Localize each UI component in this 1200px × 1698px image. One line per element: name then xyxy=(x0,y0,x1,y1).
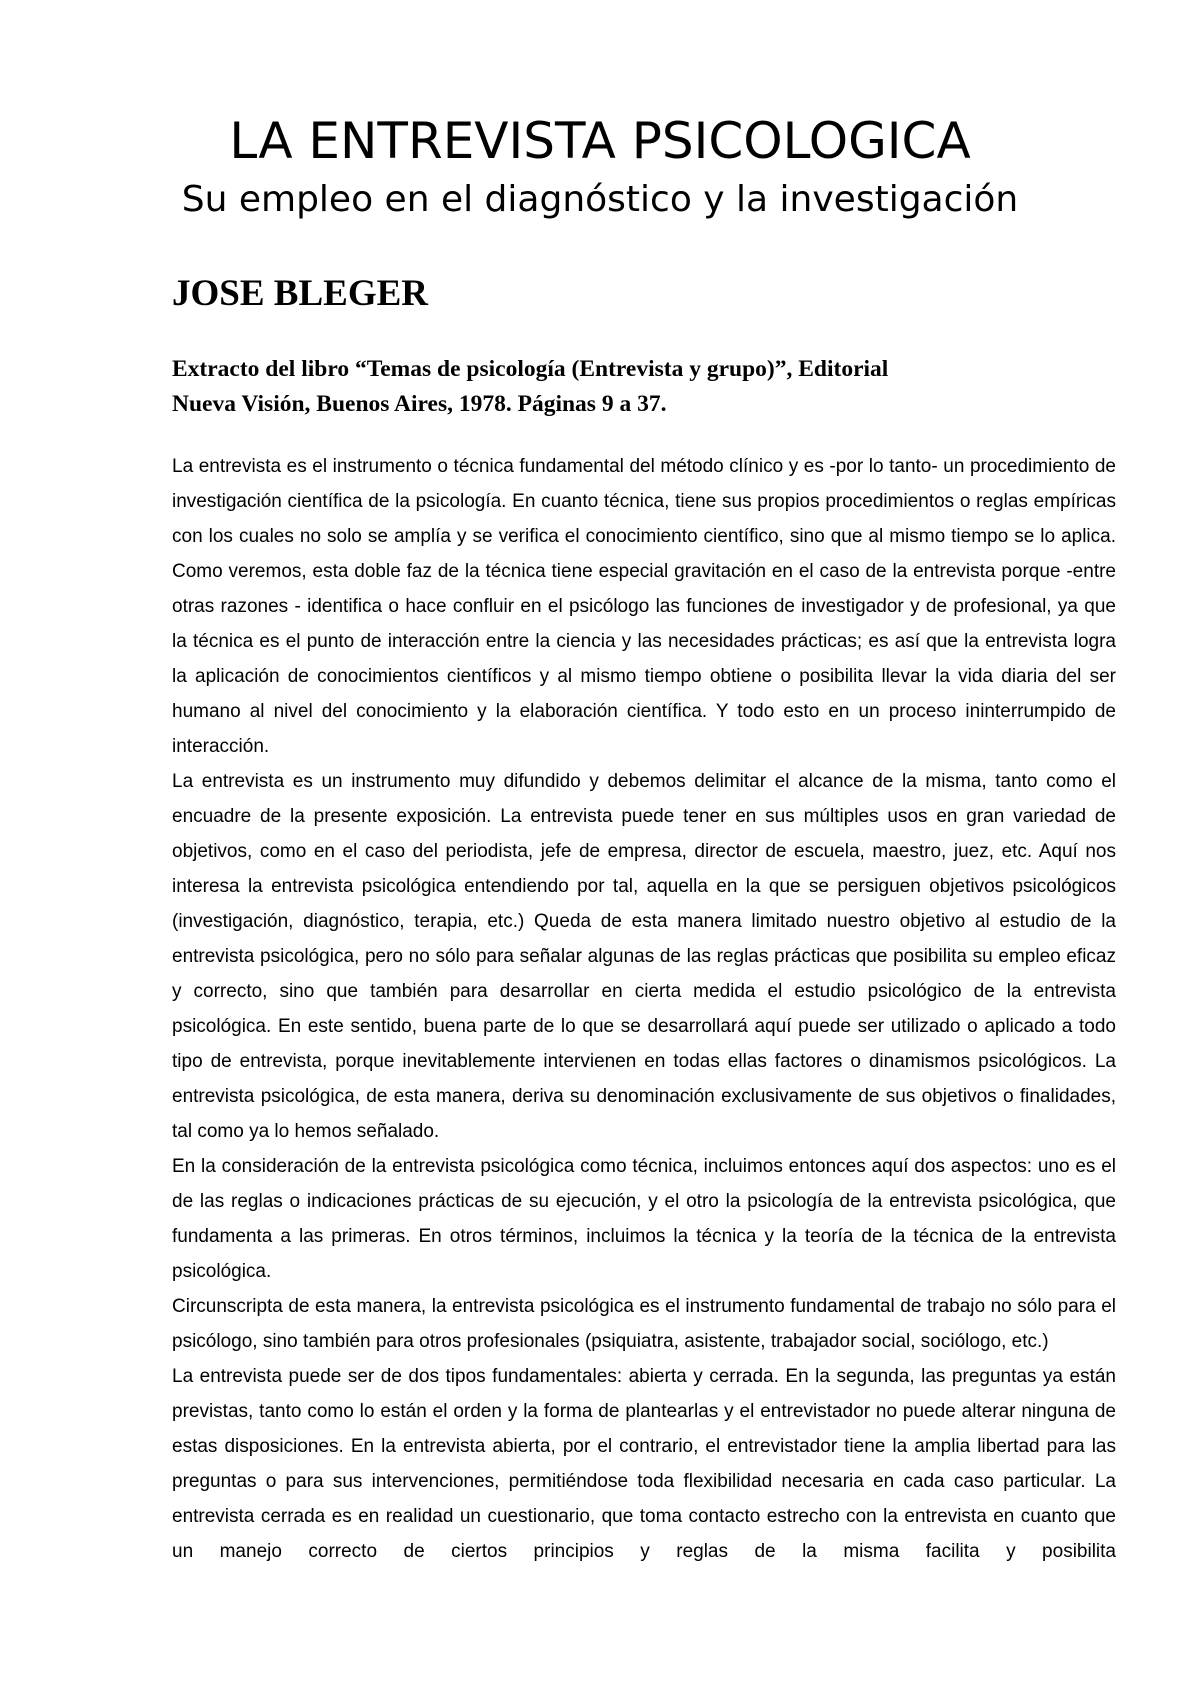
body-text xyxy=(172,449,1116,1569)
paragraph: Circunscripta de esta manera, la entrevista psicológica es el instrumento fundamental de trabajo no sólo para el psicólogo, sino también para otros profesionales (psiquiatra, asistente, trabajador social, sociólogo, etc.) xyxy=(172,1296,1116,1352)
source-citation xyxy=(172,352,1052,422)
paragraph: La entrevista es el instrumento o técnica fundamental del método clínico y es -por lo tanto- un procedimiento de investigación científica de la psicología. En cuanto técnica, tiene sus propios procedimientos o reglas empíricas con los cuales no solo se amplía y se verifica el conocimiento científico, sino que al mismo tiempo se lo aplica. Como veremos, esta doble faz de la técnica tiene especial gravitación en el caso de la entrevista porque -entre otras razones - identifica o hace confluir en el psicólogo las funciones de investigador y de profesional, ya que la técnica es el punto de interacción entre la ciencia y las necesidades prácticas; es así que la entrevista logra la aplicación de conocimientos científicos y al mismo tiempo obtiene o posibilita llevar la vida diaria del ser humano al nivel del conocimiento y la elaboración científica. Y todo esto en un proceso ininterrumpido de interacción. xyxy=(172,456,1116,757)
paragraph: La entrevista es un instrumento muy difundido y debemos delimitar el alcance de la misma, tanto como el encuadre de la presente exposición. La entrevista puede tener en sus múltiples usos en gran variedad de objetivos, como en el caso del periodista, jefe de empresa, director de escuela, maestro, juez, etc. Aquí nos interesa la entrevista psicológica entendiendo por tal, aquella en la que se persiguen objetivos psicológicos (investigación, diagnóstico, terapia, etc.) Queda de esta manera limitado nuestro objetivo al estudio de la entrevista psicológica, pero no sólo para señalar algunas de las reglas prácticas que posibilita su empleo eficaz y correcto, sino que también para desarrollar en cierta medida el estudio psicológico de la entrevista psicológica. En este sentido, buena parte de lo que se desarrollará aquí puede ser utilizado o aplicado a todo tipo de entrevista, porque inevitablemente intervienen en todas ellas factores o dinamismos psicológicos. La entrevista psicológica, de esta manera, deriva su denominación exclusivamente de sus objetivos o finalidades, tal como ya lo hemos señalado. xyxy=(172,771,1116,1142)
document-title: LA ENTREVISTA PSICOLOGICA xyxy=(229,112,971,170)
author-name: JOSE BLEGER xyxy=(172,273,429,314)
paragraph: En la consideración de la entrevista psicológica como técnica, incluimos entonces aquí dos aspectos: uno es el de las reglas o indicaciones prácticas de su ejecución, y el otro la psicología de la entrevista psicológica, que fundamenta a las primeras. En otros términos, incluimos la técnica y la teoría de la técnica de la entrevista psicológica. xyxy=(172,1156,1116,1282)
paragraph: La entrevista puede ser de dos tipos fundamentales: abierta y cerrada. En la segunda, las preguntas ya están previstas, tanto como lo están el orden y la forma de plantearlas y el entrevistador no puede alterar ninguna de estas disposiciones. En la entrevista abierta, por el contrario, el entrevistador tiene la amplia libertad para las preguntas o para sus intervenciones, permitiéndose toda flexibilidad necesaria en cada caso particular. La entrevista cerrada es en realidad un cuestionario, que toma contacto estrecho con la entrevista en cuanto que un manejo correcto de ciertos principios y reglas de la misma facilita y posibilita xyxy=(172,1366,1116,1562)
document-subtitle: Su empleo en el diagnóstico y la investigación xyxy=(181,179,1019,220)
source-line: Extracto del libro “Temas de psicología (Entrevista y grupo)”, Editorial xyxy=(172,356,889,382)
source-line: Nueva Visión, Buenos Aires, 1978. Páginas 9 a 37. xyxy=(172,391,667,417)
